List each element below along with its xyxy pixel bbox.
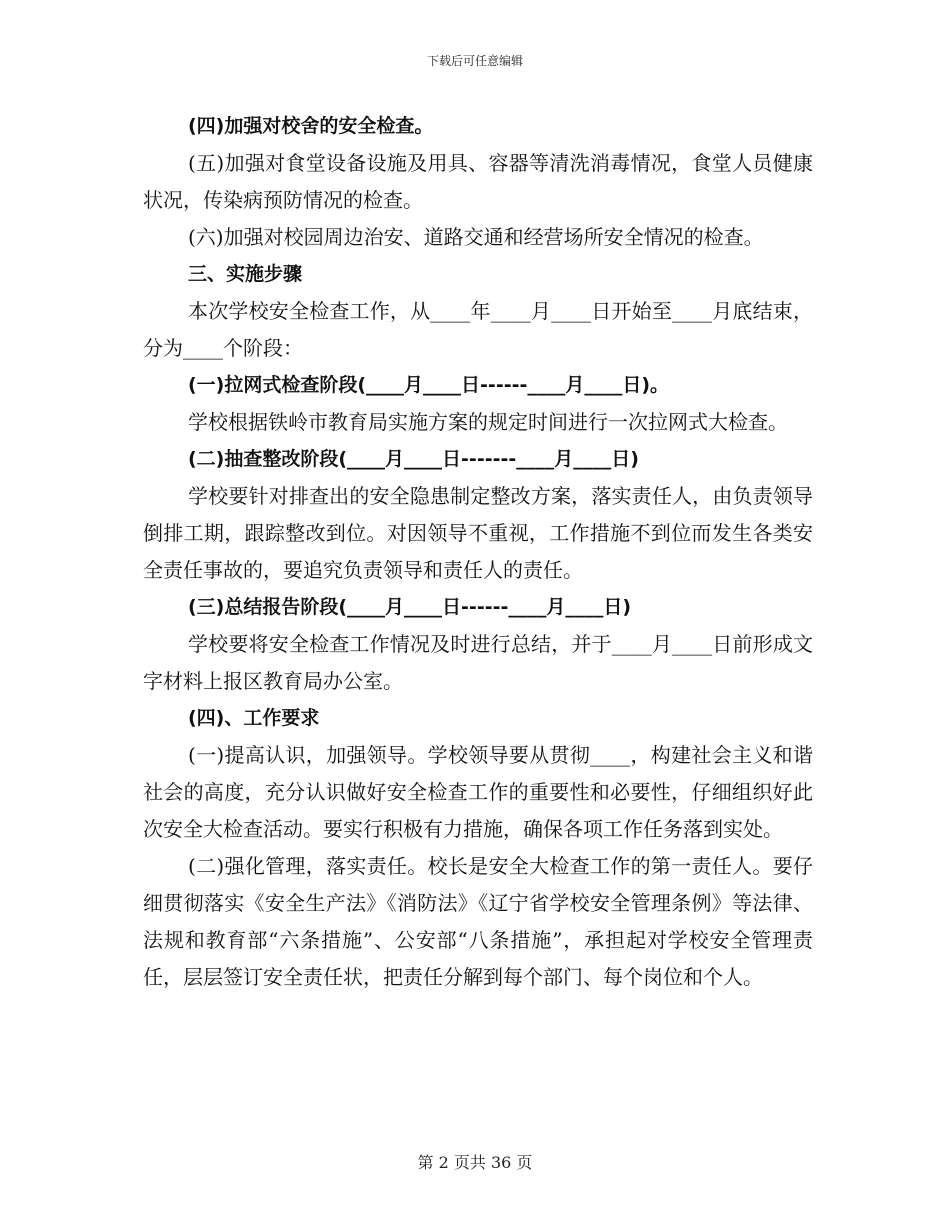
stage-heading-rectification: (二)抽查整改阶段(____月____日-------____月____日) xyxy=(188,448,639,470)
paragraph-strengthen-management: (二)强化管理，落实责任。校长是安全大检查工作的第一责任人。要仔细贯彻落实《安全生产法》《消防法》《辽宁省学校安全管理条例》等法律、法规和教育部“六条措施”、公安部“八条措施”，承担起对学校安全管理责任，层层签订安全责任状，把责任分解到每个部门、每个岗位和个人。 xyxy=(143,854,813,989)
header-note: 下载后可任意编辑 xyxy=(426,54,523,68)
paragraph-schedule-overview: 本次学校安全检查工作，从____年____月____日开始至____月底结束，分为____个阶段： xyxy=(143,299,813,360)
paragraph-inspection-stage: 学校根据铁岭市教育局实施方案的规定时间进行一次拉网式大检查。 xyxy=(188,410,788,434)
paragraph-campus-surroundings-check: (六)加强对校园周边治安、道路交通和经营场所安全情况的检查。 xyxy=(188,225,764,249)
paragraph-summary-report-stage: 学校要将安全检查工作情况及时进行总结，并于____月____日前形成文字材料上报区教育局办公室。 xyxy=(143,632,813,693)
stage-heading-summary-report: (三)总结报告阶段(____月____日------____月____日) xyxy=(188,596,632,618)
section-heading-implementation-steps: 三、实施步骤 xyxy=(188,263,303,285)
section-heading-work-requirements: (四)、工作要求 xyxy=(188,707,320,729)
page-number-footer: 第 2 页共 36 页 xyxy=(417,1153,533,1172)
section-heading-dormitory-check: (四)加强对校舍的安全检查。 xyxy=(188,115,434,137)
document-body xyxy=(143,108,813,996)
paragraph-raise-awareness: (一)提高认识，加强领导。学校领导要从贯彻____，构建社会主义和谐社会的高度，充分认识做好安全检查工作的重要性和必要性，仔细组织好此次安全大检查活动。要实行积极有力措施，确保各项工作任务落到实处。 xyxy=(143,743,813,841)
paragraph-canteen-check: (五)加强对食堂设备设施及用具、容器等清洗消毒情况，食堂人员健康状况，传染病预防情况的检查。 xyxy=(143,151,813,212)
paragraph-rectification-stage: 学校要针对排查出的安全隐患制定整改方案，落实责任人，由负责领导倒排工期，跟踪整改到位。对因领导不重视，工作措施不到位而发生各类安全责任事故的，要追究负责领导和责任人的责任。 xyxy=(143,484,813,582)
stage-heading-inspection: (一)拉网式检查阶段(____月____日------____月____日)。 xyxy=(188,374,670,396)
